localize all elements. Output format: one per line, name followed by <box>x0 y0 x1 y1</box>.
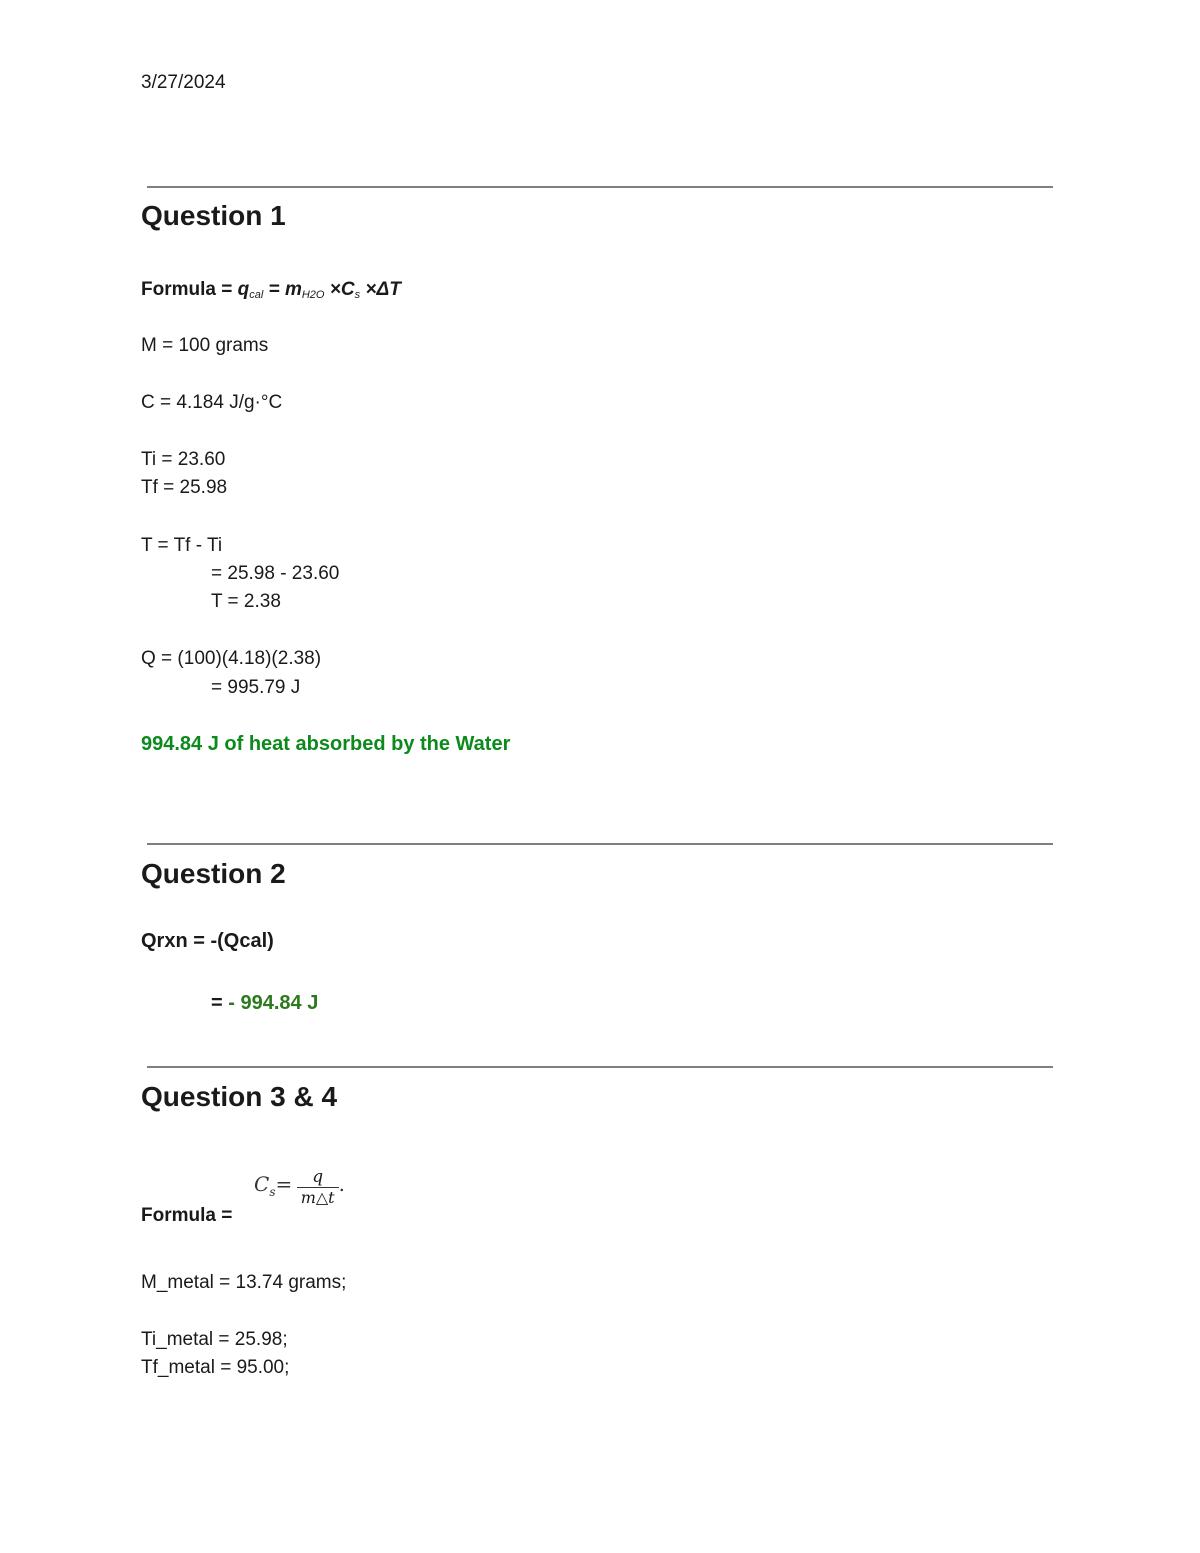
q1-formula-eq: = <box>263 279 285 300</box>
q34-metal-mass: M_metal = 13.74 grams; <box>141 1272 347 1293</box>
q1-formula-label: Formula = <box>141 279 233 300</box>
q34-formula-cs-sub: s <box>269 1185 276 1200</box>
question-3-4-title: Question 3 & 4 <box>141 1081 338 1112</box>
q1-delta-t-line-3: T = 2.38 <box>211 591 281 612</box>
q34-formula-dot: . <box>338 1172 345 1197</box>
q34-formula-numerator: q <box>297 1167 339 1188</box>
q1-formula-q: q <box>237 279 250 300</box>
q2-answer: - 994.84 J <box>228 992 319 1014</box>
q1-formula-c-sub: s <box>354 289 361 301</box>
q1-final-temp: Tf = 25.98 <box>141 477 228 498</box>
q1-formula-x2: × <box>360 279 377 300</box>
q1-formula-x1: × <box>324 279 341 300</box>
q34-formula-eq: = <box>275 1172 293 1197</box>
q2-line-2-eq: = <box>211 992 229 1014</box>
q1-delta-t-line-1: T = Tf - Ti <box>141 535 223 556</box>
document-date: 3/27/2024 <box>141 72 226 93</box>
q34-formula-cs <box>254 1172 276 1200</box>
q34-formula-fraction <box>297 1167 339 1207</box>
q34-formula-equation <box>254 1167 345 1207</box>
q1-formula-m: m <box>284 279 302 300</box>
section-divider-q2 <box>147 843 1053 845</box>
section-divider-q34 <box>147 1066 1053 1068</box>
q1-delta-t-line-2: = 25.98 - 23.60 <box>211 563 340 584</box>
q34-metal-final-temp: Tf_metal = 95.00; <box>141 1357 290 1378</box>
question-1-title: Question 1 <box>141 200 286 231</box>
section-divider-q1 <box>147 186 1053 188</box>
q1-formula <box>141 276 401 309</box>
question-2-title: Question 2 <box>141 858 286 889</box>
q1-initial-temp: Ti = 23.60 <box>141 449 226 470</box>
q34-formula-label: Formula = <box>141 1205 233 1226</box>
q1-formula-m-sub: H2O <box>301 289 325 301</box>
q1-mass: M = 100 grams <box>141 335 269 356</box>
q34-metal-initial-temp: Ti_metal = 25.98; <box>141 1329 288 1350</box>
q1-formula-c: C <box>340 279 355 300</box>
q1-answer: 994.84 J of heat absorbed by the Water <box>141 733 511 755</box>
q2-line-2 <box>211 989 318 1017</box>
q1-heat-calc-line-2: = 995.79 J <box>211 677 301 698</box>
q1-heat-calc-line-1: Q = (100)(4.18)(2.38) <box>141 648 322 669</box>
q1-formula-q-sub: cal <box>249 289 264 301</box>
q34-formula-denominator: m△t <box>300 1188 335 1207</box>
q34-formula-cs-letter: C <box>254 1172 270 1197</box>
q1-specific-heat: C = 4.184 J/g·°C <box>141 392 283 413</box>
q2-line-1: Qrxn = -(Qcal) <box>141 930 274 952</box>
q1-formula-dt: ΔT <box>376 279 401 300</box>
